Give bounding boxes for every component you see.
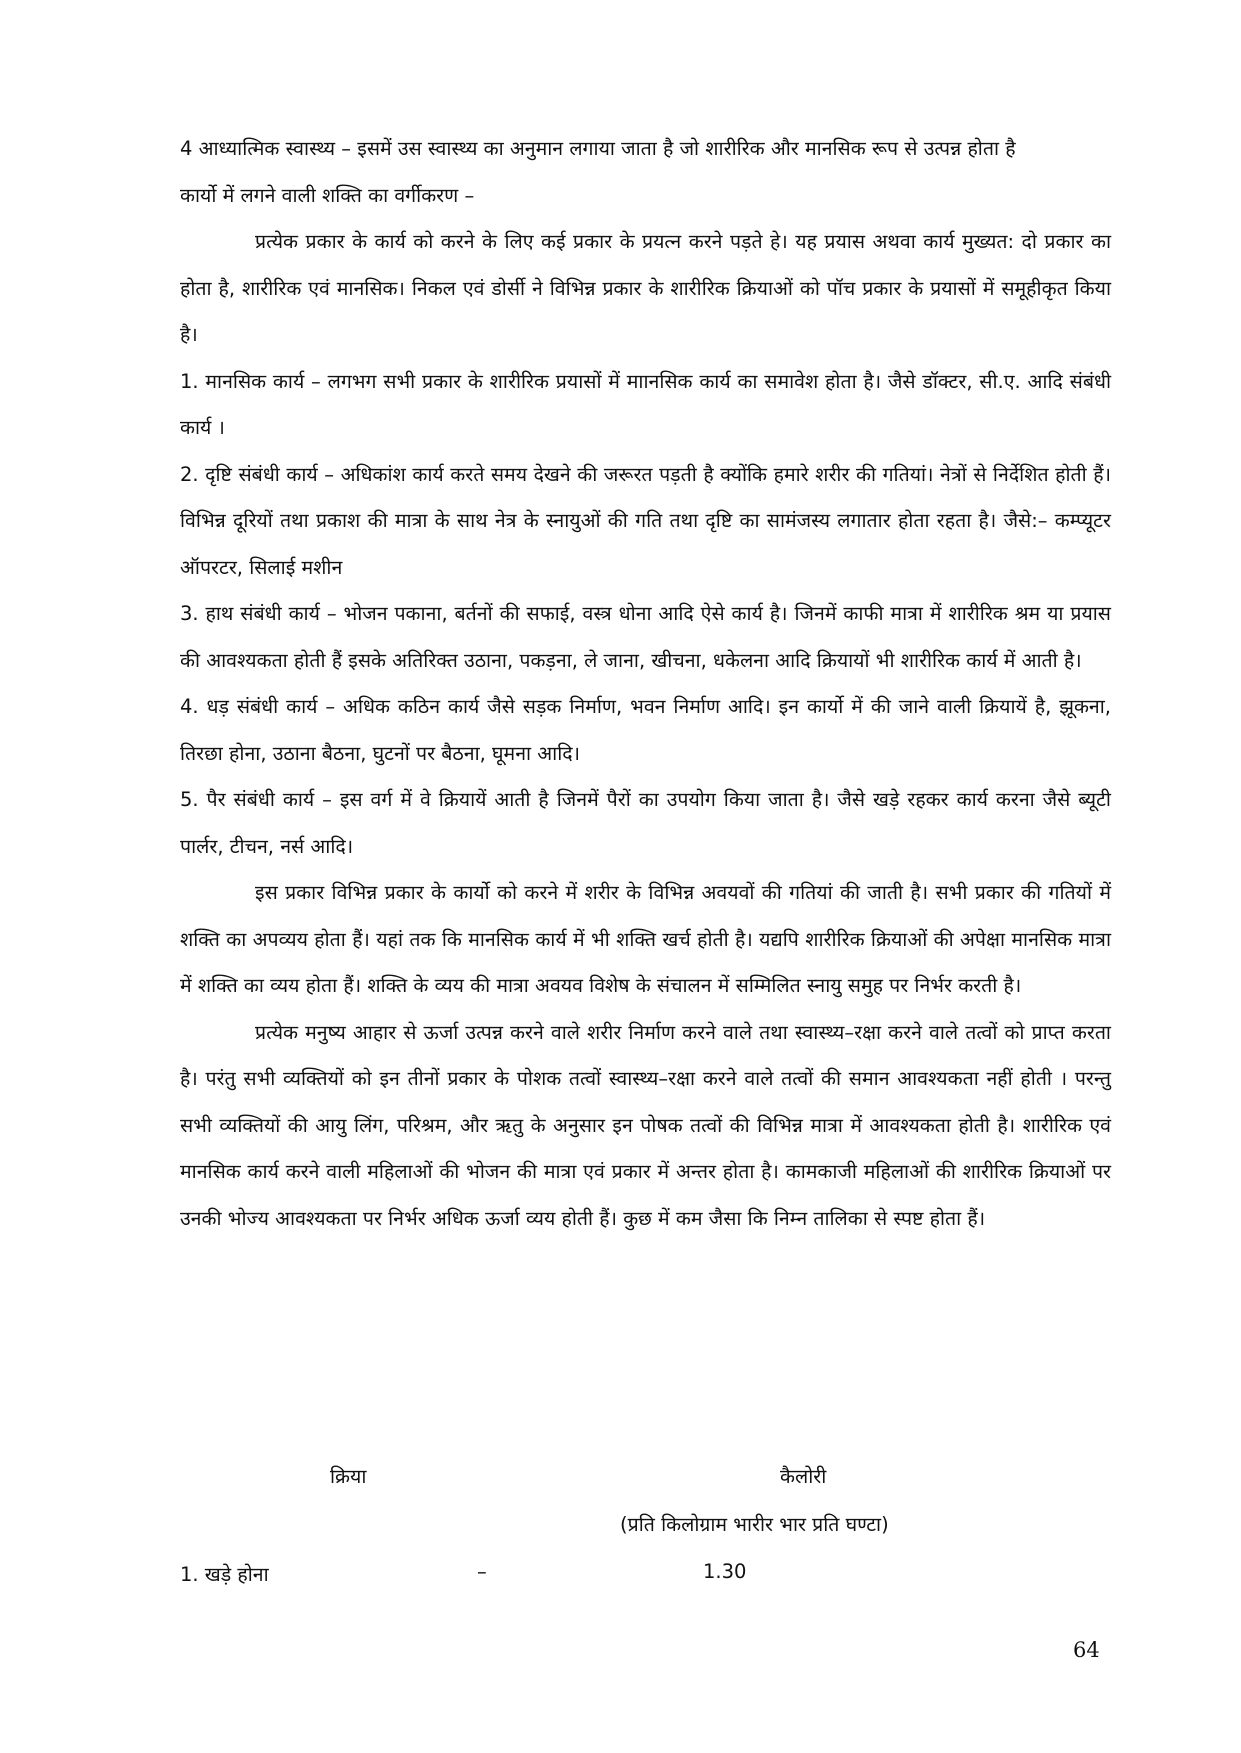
paragraph-energy-expenditure: इस प्रकार विभिन्न प्रकार के कार्यो को करने में शरीर के विभिन्न अवयवों की गतियां की जाती है। सभी प्रकार की गतियों में शक्ति का अपव्यय होता हैं। यहां तक कि मानसिक कार्य में भी शक्ति खर्च होती है। यद्यपि शारीरिक क्रियाओं की अपेक्षा मानसिक मात्रा में शक्ति का व्यय होता हैं। शक्ति के व्यय की मात्रा अवयव विशेष के संचालन में सम्मिलित स्नायु समुह पर निर्भर करती है। bbox=[180, 881, 1111, 997]
table-header-activity: क्रिया bbox=[330, 1465, 367, 1488]
list-item-leg-work: 5. पैर संबंधी कार्य – इस वर्ग में वे क्रियायें आती है जिनमें पैरों का उपयोग किया जाता है। जैसे खड़े रहकर कार्य करना जैसे ब्यूटी पार्लर, टीचन, नर्स आदि। bbox=[180, 788, 1111, 858]
body-text bbox=[180, 126, 1111, 1242]
page-number: 64 bbox=[1073, 1638, 1100, 1662]
table-cell-activity: 1. खड़े होना bbox=[180, 1563, 269, 1586]
paragraph-intro: प्रत्येक प्रकार के कार्य को करने के लिए कई प्रकार के प्रयत्न करने पड़ते हे। यह प्रयास अथवा कार्य मुख्यत: दो प्रकार का होता है, शारीरिक एवं मानसिक। निकल एवं डोर्सी ने विभिन्न प्रकार के शारीरिक क्रियाओं को पॉच प्रकार के प्रयासों में समूहीकृत किया है। bbox=[180, 230, 1111, 346]
calorie-table-header bbox=[180, 1462, 1111, 1562]
list-item-mental-work: 1. मानसिक कार्य – लगभग सभी प्रकार के शारीरिक प्रयासों में माानसिक कार्य का समावेश होता है। जैसे डॉक्टर, सी.ए. आदि संबंधी कार्य । bbox=[180, 369, 1111, 439]
list-item-vision-work: 2. दृष्टि संबंधी कार्य – अधिकांश कार्य करते समय देखने की जरूरत पड़ती है क्योंकि हमारे शरीर की गतियां। नेत्रों से निर्देशित होती हैं। विभिन्न दूरियों तथा प्रकाश की मात्रा के साथ नेत्र के स्नायुओं की गति तथा दृष्टि का सामंजस्य लगातार होता रहता है। जैसे:– कम्प्यूटर ऑपरटर, सिलाई मशीन bbox=[180, 462, 1111, 579]
list-item-torso-work: 4. धड़ संबंधी कार्य – अधिक कठिन कार्य जैसे सड़क निर्माण, भवन निर्माण आदि। इन कार्यो में की जाने वाली क्रियायें है, झूकना, तिरछा होना, उठाना बैठना, घुटनों पर बैठना, घूमना आदि। bbox=[180, 695, 1111, 765]
table-row bbox=[180, 1560, 1111, 1600]
section-heading-energy-classification: कार्यो में लगने वाली शक्ति का वर्गीकरण – bbox=[180, 183, 475, 207]
list-item-hand-work: 3. हाथ संबंधी कार्य – भोजन पकाना, बर्तनों की सफाई, वस्त्र धोना आदि ऐसे कार्य है। जिनमें काफी मात्रा में शारीरिक श्रम या प्रयास की आवश्यकता होती हैं इसके अतिरिक्त उठाना, पकड़ना, ले जाना, खीचना, धकेलना आदि क्रियायों भी शारीरिक कार्य में आती है। bbox=[180, 602, 1111, 672]
paragraph-nutrition: प्रत्येक मनुष्य आहार से ऊर्जा उत्पन्न करने वाले शरीर निर्माण करने वाले तथा स्वास्थ्य–रक्षा करने वाले तत्वों को प्राप्त करता है। परंतु सभी व्यक्तियों को इन तीनों प्रकार के पोशक तत्वों स्वास्थ्य–रक्षा करने वाले तत्वों की समान आवश्यकता नहीं होती । परन्तु सभी व्यक्तियों की आयु लिंग, परिश्रम, और ऋतु के अनुसार इन पोषक तत्वों की विभिन्न मात्रा में आवश्यकता होती है। शारीरिक एवं मानसिक कार्य करने वाली महिलाओं की भोजन की मात्रा एवं प्रकार में अन्तर होता है। कामकाजी महिलाओं की शारीरिक क्रियाओं पर उनकी भोज्य आवश्यकता पर निर्भर अधिक ऊर्जा व्यय होती हैं। कुछ में कम जैसा कि निम्न तालिका से स्पष्ट होता हैं। bbox=[180, 1020, 1111, 1230]
table-cell-dash: – bbox=[477, 1560, 487, 1583]
table-cell-value: 1.30 bbox=[703, 1560, 747, 1583]
table-header-calorie: कैलोरी bbox=[780, 1465, 827, 1488]
table-header-unit: (प्रति किलोग्राम भारीर भार प्रति घण्टा) bbox=[620, 1513, 889, 1536]
paragraph-spiritual-health: 4 आध्यात्मिक स्वास्थ्य – इसमें उस स्वास्थ्य का अनुमान लगाया जाता है जो शारीरिक और मानसिक रूप से उत्पन्न होता है bbox=[180, 137, 1016, 160]
